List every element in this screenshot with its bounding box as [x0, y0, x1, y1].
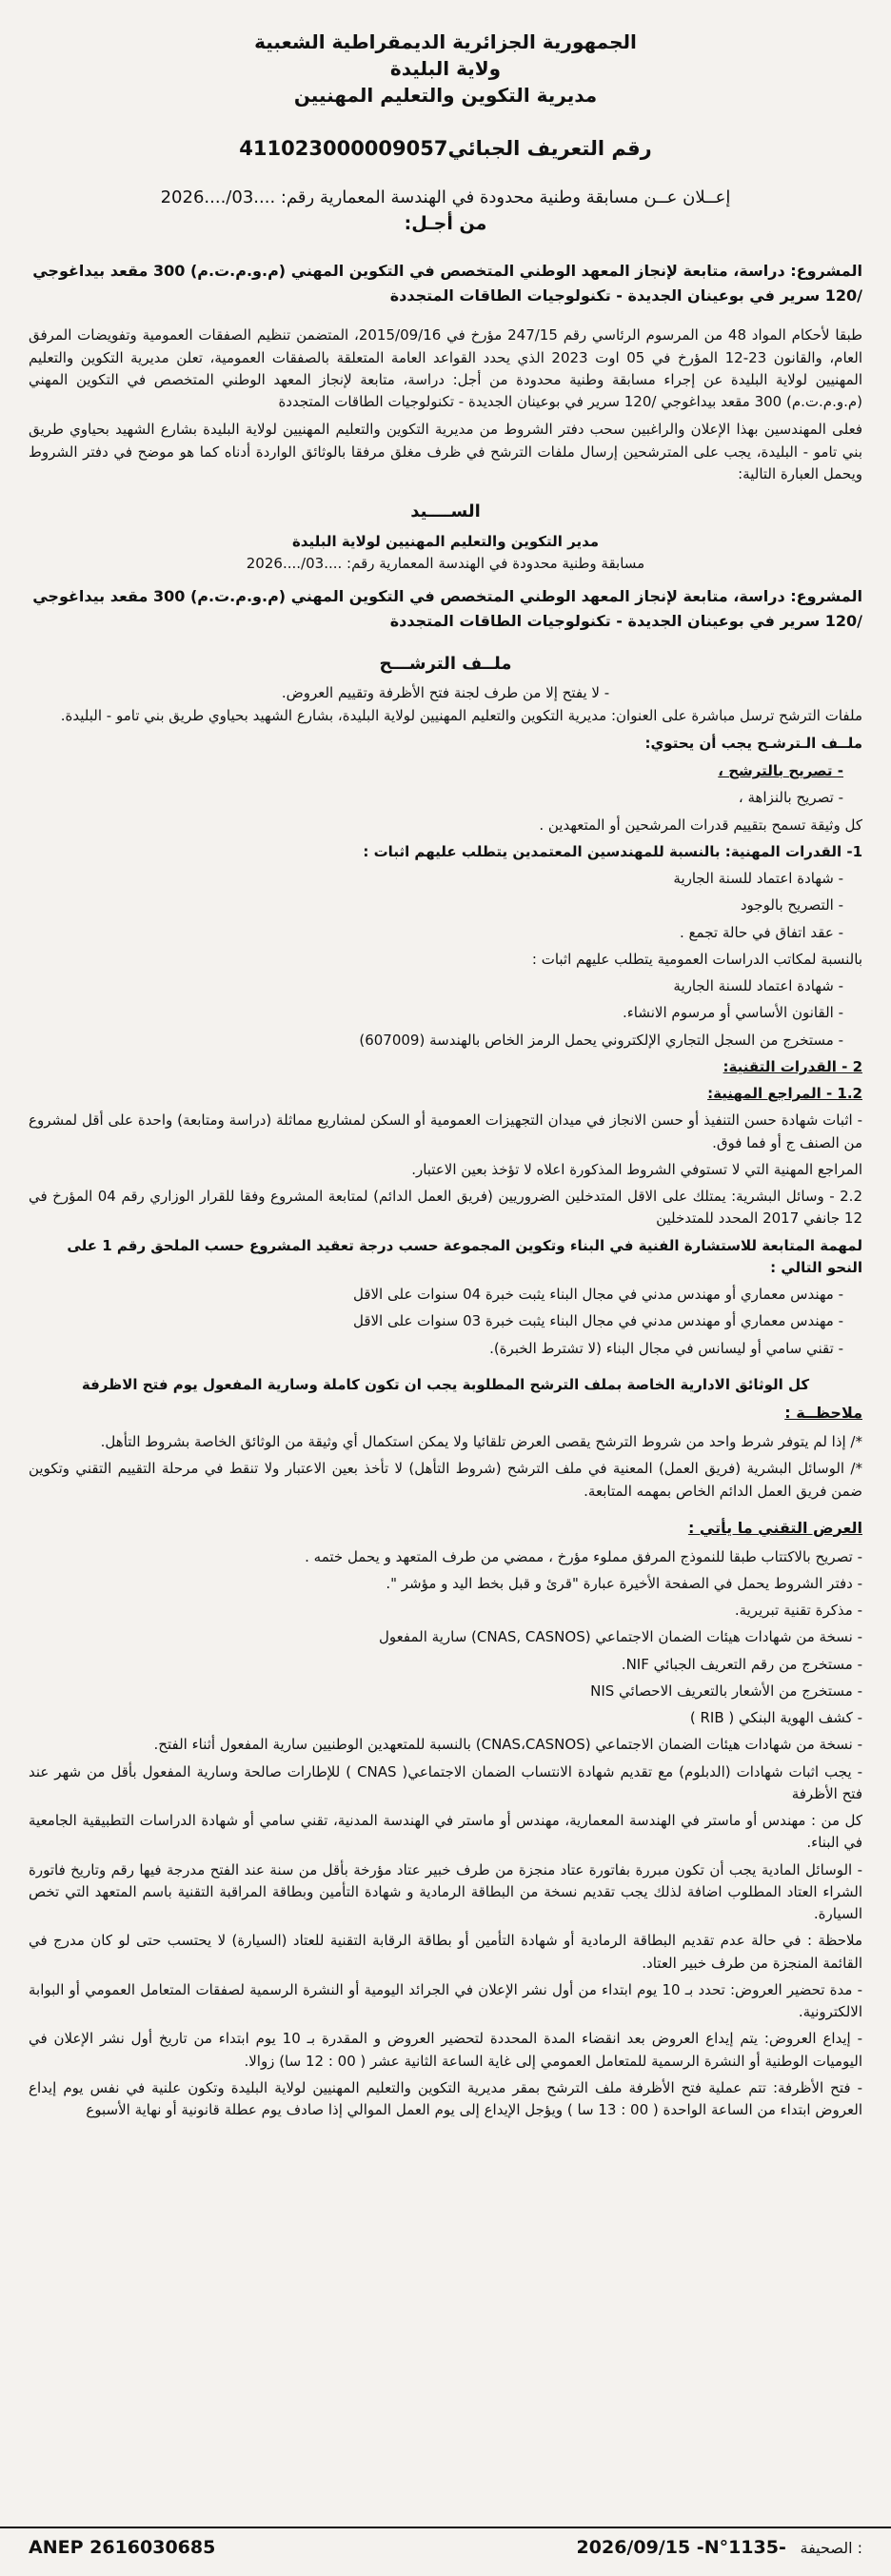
list-item: - القانون الأساسي أو مرسوم الانشاء.	[622, 1004, 843, 1022]
envelope-title: الســــيد	[410, 501, 481, 522]
list-item: - مدة تحضير العروض: تحدد بـ 10 يوم ابتداء من أول نشر الإعلان في الجرائد اليومية أو النشرة الرسمية لصفقات المتعامل العمومي أو البوابة الالكترونية.	[29, 1980, 862, 2021]
admin-docs-note: كل الوثائق الادارية الخاصة بملف الترشح المطلوبة يجب ان تكون كاملة وسارية المفعول يوم فتح الاظرفة	[81, 1375, 810, 1393]
announcement-title	[29, 186, 862, 210]
list-item: - تقني سامي أو ليسانس في مجال البناء (لا تشترط الخبرة).	[489, 1339, 843, 1357]
candidacy-title: ملــف الترشـــح	[379, 653, 512, 674]
list-item: - فتح الأظرفة: تتم عملية فتح الأظرفة ملف الترشح بمقر مديرية التكوين والتعليم المهنيين لولاية البليدة وتكون علنية في نفس يوم إيداع العروض ابتداء من الساعة الواحدة ( 00 : 13 سا ) ويؤجل الإيداع إلى يوم العمل الموالي إذا صادف يوم عطلة قانونية أو نهاية الأسبوع	[29, 2078, 862, 2119]
list-item: - مستخرج من الأشعار بالتعريف الاحصائي NIS	[590, 1681, 862, 1700]
list-item: - شهادة اعتماد للسنة الجارية	[673, 977, 843, 995]
list-item: 2 - القدرات التقنية:	[723, 1057, 862, 1075]
list-item: - شهادة اعتماد للسنة الجارية	[673, 870, 843, 888]
list-item: كل من : مهندس أو ماستر في الهندسة المعمارية، مهندس أو ماستر في الهندسة المدنية، تقني سامي أو شهادة الدراسات التطبيقية الجامعية في البناء.	[29, 1812, 862, 1852]
list-item: - إيداع العروض: يتم إيداع العروض بعد انقضاء المدة المحددة لتحضير العروض و المقدرة بـ 10 يوم ابتداء من تاريخ أول نشر الإعلان في اليوميات الوطنية أو النشرة الرسمية للمتعامل العمومي إلى غاية الساعة الثانية عشر ( 00 : 12 سا) زوالا.	[29, 2030, 862, 2070]
envelope-addressee: مدير التكوين والتعليم المهنيين لولاية البليدة	[291, 532, 600, 550]
list-item: - كشف الهوية البنكي ( RIB )	[689, 1709, 862, 1727]
list-item: - مستخرج من السجل التجاري الإلكتروني يحمل الرمز الخاص بالهندسة (607009)	[359, 1031, 843, 1049]
list-item: - يجب اثبات شهادات (الدبلوم) مع تقديم شهادة الانتساب الضمان الاجتماعي( CNAS ) للإطارات صالحة وسارية المفعول بأقل من شهر عند فتح الأظرفة	[29, 1762, 862, 1802]
instructions-paragraph: فعلى المهندسين بهذا الإعلان والراغبين سحب دفتر الشروط من مديرية التكوين والتعليم المهنيين لولاية البليدة بشارع الشهيد بحياوي طريق بني تامو - البليدة، يجب على المترشحين إرسال ملفات الترشح في ظرف مغلق مرفقا بالوثائق الواردة أدناه كما هو موضح في دفتر الشروط ويحمل العبارة التالية:	[29, 421, 862, 482]
issue-date-number: 2026/09/15 -N°1135-	[576, 2537, 786, 2559]
list-item: - نسخة من شهادات هيئات الضمان الاجتماعي (CNAS, CASNOS) سارية المفعول	[379, 1628, 862, 1646]
list-item: المراجع المهنية التي لا تستوفي الشروط المذكورة اعلاه لا تؤخذ بعين الاعتبار.	[411, 1160, 862, 1178]
list-item: - تصريح بالترشح ،	[718, 762, 843, 780]
list-item: 1- القدرات المهنية: بالنسبة للمهندسين المعتمدين يتطلب عليهم اثبات :	[363, 842, 862, 860]
header-directorate: مديرية التكوين والتعليم المهنيين	[293, 84, 598, 107]
header-republic: الجمهورية الجزائرية الديمقراطية الشعبية	[254, 30, 637, 53]
header-wilaya: ولاية البليدة	[389, 57, 502, 80]
newspaper-label: الصحيفة :	[800, 2539, 862, 2558]
project-title: المشروع: دراسة، متابعة لإنجاز المعهد الوطني المتخصص في التكوين المهني (م.و.م.ت.م) 300 مقعد بيداغوجي /120 سرير في بوعينان الجديدة - تكنولوجيات الطاقات المتجددة	[32, 262, 862, 305]
timeline-items	[29, 1979, 862, 2122]
technical-offer-items	[29, 1546, 862, 1975]
list-item: - دفتر الشروط يحمل في الصفحة الأخيرة عبارة "قرئ و قبل بخط اليد و مؤشر ".	[386, 1574, 862, 1592]
announcement-line: إعــلان عــن مسابقة وطنية محدودة في الهندسة المعمارية رقم: ....03/....2026	[160, 187, 731, 207]
announcement-for: من أجـل:	[404, 212, 487, 234]
list-item: */ إذا لم يتوفر شرط واحد من شروط الترشح يقصى العرض تلقائيا ولا يمكن استكمال أي وثيقة من الوثائق الخاصة بشروط التأهل.	[100, 1433, 862, 1451]
list-item: - مهندس معماري أو مهندس مدني في مجال البناء يثبت خبرة 03 سنوات على الاقل	[352, 1312, 843, 1330]
list-item: لمهمة المتابعة للاستشارة الفنية في البناء وتكوين المجموعة حسب درجة تعقيد المشروع حسب الملحق رقم 1 على النحو التالي :	[67, 1236, 862, 1276]
technical-offer-title: العرض التقني ما يأتي :	[687, 1518, 862, 1537]
list-item: - اثبات شهادة حسن التنفيذ أو حسن الانجاز في ميدان التجهيزات العمومية أو السكن لمشاريع مماثلة (دراسة ومتابعة) واحدة على أقل لمشروع من الصنف ج أو فما فوق.	[29, 1111, 862, 1151]
list-item: - عقد اتفاق في حالة تجمع .	[680, 923, 843, 941]
list-item: كل وثيقة تسمح بتقييم قدرات المرشحين أو المتعهدين .	[539, 816, 862, 834]
list-item: بالنسبة لمكاتب الدراسات العمومية يتطلب عليهم اثبات :	[531, 950, 862, 968]
list-item: - مستخرج من رقم التعريف الجبائي NIF.	[621, 1655, 862, 1673]
issue-reference	[577, 2534, 862, 2562]
envelope-competition: مسابقة وطنية محدودة في الهندسة المعمارية رقم: ....03/....2026	[246, 555, 645, 573]
list-item: 2.2 - وسائل البشرية: يمتلك على الاقل المتدخلين الضروريين (فريق العمل الدائم) لمتابعة المشروع وفقا للقرار الوزاري رقم 04 المؤرخ في 12 جانفي 2017 المحدد للمتدخلين	[29, 1188, 862, 1228]
document-footer	[0, 2527, 891, 2568]
anep-reference: ANEP 2616030685	[29, 2537, 216, 2559]
list-item: ملاحظة : في حالة عدم تقديم البطاقة الرمادية أو شهادة التأمين أو بطاقة الرقابة التقنية للعتاد (السيارة) لا يحتسب حتى لو كان مدرج في القائمة المنجزة من طرف خبير العتاد.	[29, 1932, 862, 1972]
tax-id-number: رقم التعريف الجبائي411023000009057	[239, 137, 652, 160]
list-item: - التصريح بالوجود	[740, 896, 843, 914]
list-item: - مذكرة تقنية تبريرية.	[734, 1602, 862, 1620]
list-item: */ الوسائل البشرية (فريق العمل) المعنية في ملف الترشح (شروط التأهل) لا تأخذ بعين الاعتبار ولا تنقط في مرحلة التقييم التقني وتكوين ضمن فريق العمل الدائم الخاص بمهمه المتابعة.	[29, 1460, 862, 1500]
list-item: 1.2 - المراجع المهنية:	[707, 1085, 862, 1103]
list-item: - تصريح بالنزاهة ،	[738, 789, 843, 807]
intro-paragraph: طبقا لأحكام المواد 48 من المرسوم الرئاسي رقم 247/15 مؤرخ في 2015/09/16، المتضمن تنظيم الصفقات العمومية وتفويضات المرفق العام، والقانون 23-12 المؤرخ في 05 اوت 2023 الذي يحدد القواعد العامة المتعلقة بالصفقات العمومية، تعلن مديرية التكوين والتعليم المهنيين لولاية البليدة عن إجراء مسابقة وطنية محدودة من أجل: دراسة، متابعة لإنجاز المعهد الوطني المتخصص في التكوين المهني (م.و.م.ت.م) 300 مقعد بيداغوجي /120 سرير في بوعينان الجديدة - تكنولوجيات الطاقات المتجددة	[29, 326, 863, 411]
envelope-project: المشروع: دراسة، متابعة لإنجاز المعهد الوطني المتخصص في التكوين المهني (م.و.م.ت.م) 300 مقعد بيداغوجي /120 سرير في بوعينان الجديدة - تكنولوجيات الطاقات المتجددة	[32, 587, 862, 630]
remarks-title: ملاحظــة :	[784, 1404, 862, 1423]
list-item: - نسخة من شهادات هيئات الضمان الاجتماعي (CNAS،CASNOS) بالنسبة للمتعهدين الوطنيين سارية المفعول أثناء الفتح.	[153, 1736, 862, 1754]
candidacy-address: ملفات الترشح ترسل مباشرة على العنوان: مديرية التكوين والتعليم المهنيين لولاية البليدة، بشارع الشهيد بحياوي طريق بني تامو - البليدة.	[60, 706, 862, 724]
list-item: - مهندس معماري أو مهندس مدني في مجال البناء يثبت خبرة 04 سنوات على الاقل	[352, 1286, 843, 1304]
list-item: - الوسائل المادية يجب أن تكون مبررة بفاتورة عتاد منجزة من طرف خبير عتاد مؤرخة بأقل من سنة عند الفتح مدرجة فيها رقم وتاريخ فاتورة الشراء العتاد المطلوب اضافة لذلك يجب تقديم نسخة من البطاقة الرمادية و شهادة التأمين وبطاقة المراقبة التقنية باسم المتعهد التي تخص السيارة.	[29, 1860, 862, 1923]
candidacy-contents-heading: ملــف الـترشـح يجب أن يحتوي:	[644, 734, 862, 752]
list-item: - تصريح بالاكتتاب طبقا للنموذج المرفق مملوء مؤرخ ، ممضي من طرف المتعهد و يحمل ختمه .	[305, 1547, 862, 1565]
document-header	[29, 29, 862, 108]
candidacy-items	[29, 760, 862, 1360]
candidacy-note: - لا يفتح إلا من طرف لجنة فتح الأظرفة وتقييم العروض.	[281, 684, 610, 702]
